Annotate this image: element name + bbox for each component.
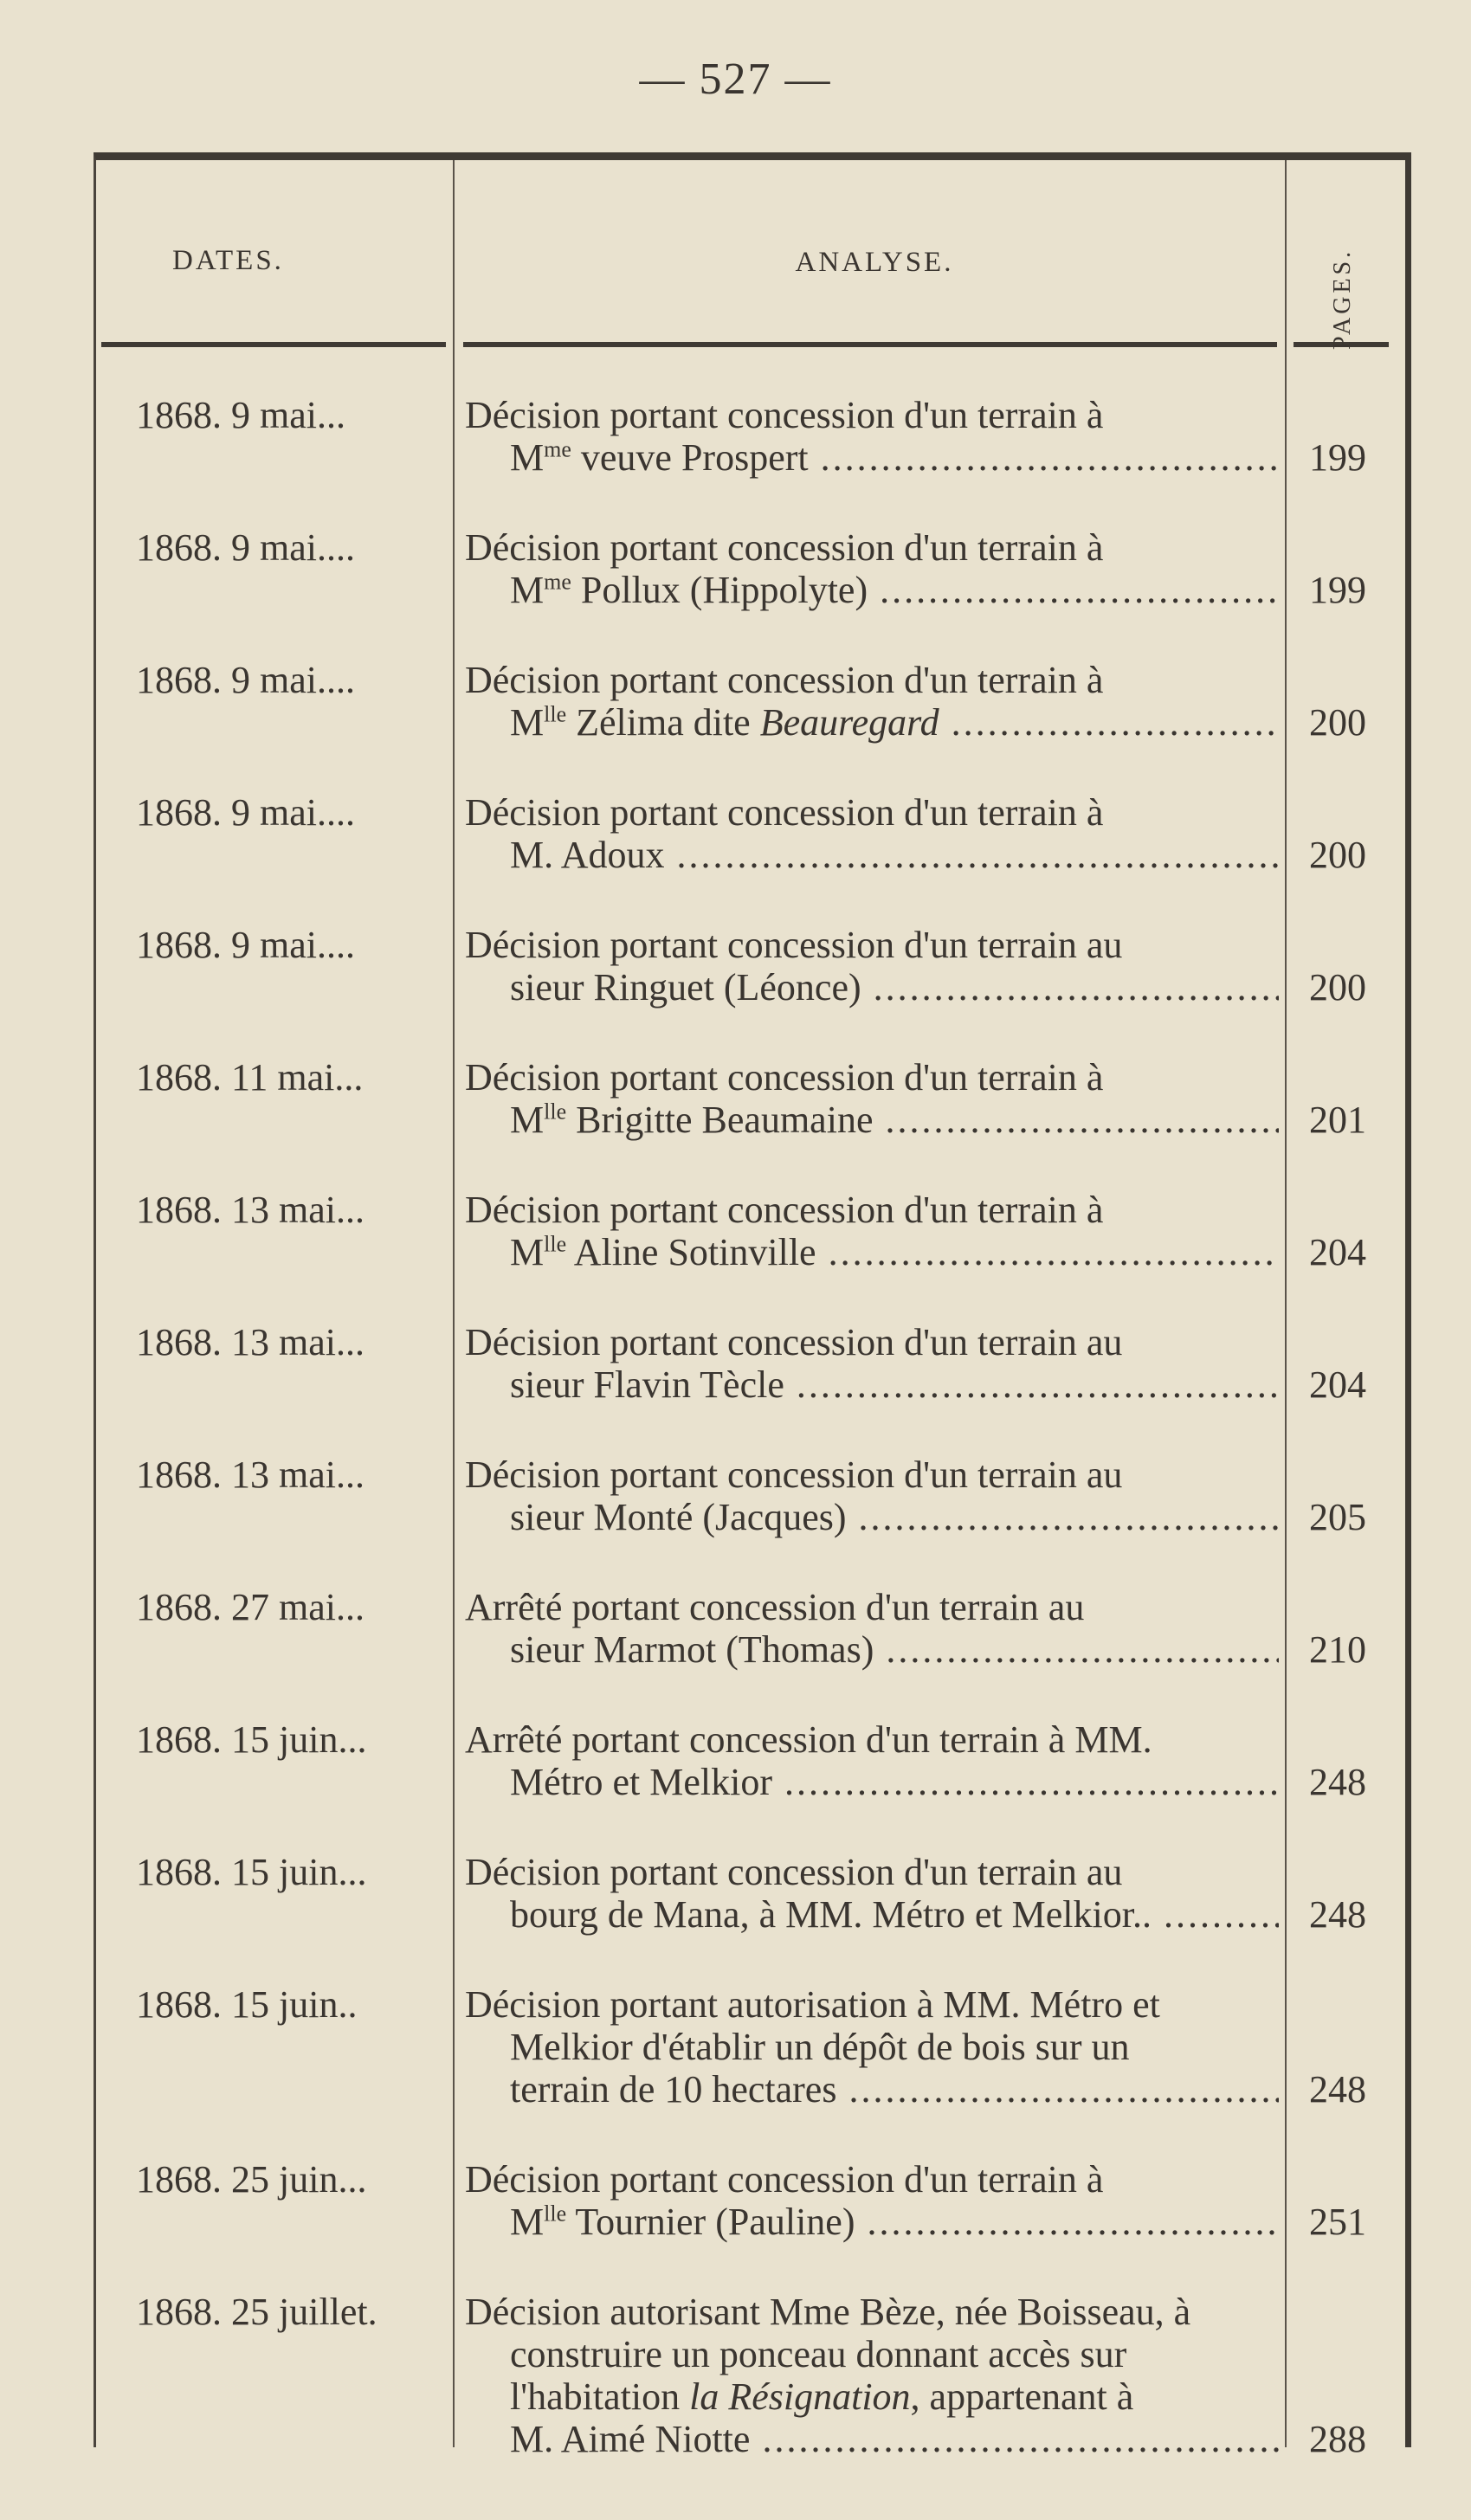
entry-analysis-line: Décision portant concession d'un terrain à [465,791,1104,834]
entry-analysis-line: Décision portant concession d'un terrain à [465,526,1104,569]
header-rule [463,342,1277,347]
entry-analysis-line: $M^{lle}$ Zélima dite Beauregard ..... [465,701,1279,744]
entry-page-ref: 248 [1309,1761,1366,1803]
entry-analysis-line: sieur Marmot (Thomas) ..... [465,1628,1279,1671]
entry-analysis [465,1586,1279,1671]
entry-analysis-line: Décision portant autorisation à MM. Métro et [465,1983,1160,2026]
entry-date: 1868. 13 mai... [136,1321,365,1363]
entry-analysis-line: Décision portant concession d'un terrain à [465,659,1104,701]
entry-page-ref: 204 [1309,1231,1366,1273]
entry-date: 1868. 13 mai... [136,1453,365,1496]
entry-analysis [465,1056,1279,1141]
entry-analysis [465,1983,1279,2111]
entry-analysis-line: M. Adoux ..... [465,834,1279,876]
entry-analysis-line: $M^{me}$ veuve Prospert ..... [465,436,1279,479]
entry-date: 1868. 9 mai... [136,394,345,436]
page-number: — 527 — [639,55,832,104]
entry-analysis-line: sieur Ringuet (Léonce) ..... [465,966,1279,1009]
entry-date: 1868. 9 mai.... [136,526,355,569]
entry-analysis-line: $M^{lle}$ Tournier (Pauline) ..... [465,2201,1279,2243]
entry-analysis [465,526,1279,611]
entry-analysis [465,1453,1279,1538]
entry-date: 1868. 15 juin.. [136,1983,358,2026]
entry-page-ref: 200 [1309,966,1366,1009]
entry-analysis-line: construire un ponceau donnant accès sur [510,2333,1127,2375]
entry-analysis-line: Arrêté portant concession d'un terrain à MM. [465,1718,1152,1761]
entry-analysis-line: Décision portant concession d'un terrain au [465,1453,1123,1496]
entry-date: 1868. 27 mai... [136,1586,365,1628]
entry-analysis [465,1189,1279,1273]
entry-analysis-line: $M^{lle}$ Aline Sotinville ..... [465,1231,1279,1273]
entry-page-ref: 201 [1309,1099,1366,1141]
entry-date: 1868. 13 mai... [136,1189,365,1231]
entry-analysis [465,1321,1279,1406]
entry-date: 1868. 15 juin... [136,1718,367,1761]
entry-analysis-line: Métro et Melkior ..... [465,1761,1279,1803]
entry-analysis-line: Décision portant concession d'un terrain au [465,1851,1123,1893]
entry-date: 1868. 11 mai... [136,1056,364,1099]
column-divider [1285,160,1287,2447]
entry-analysis-line: Décision portant concession d'un terrain au [465,924,1123,966]
dates-column-header: DATES. [172,245,284,276]
entry-analysis-line: Décision portant concession d'un terrain à [465,1189,1104,1231]
header-rule [101,342,446,347]
entry-analysis [465,924,1279,1009]
entry-analysis [465,2158,1279,2243]
entry-page-ref: 199 [1309,569,1366,611]
entry-analysis-line: bourg de Mana, à MM. Métro et Melkior.. ..... [465,1893,1279,1936]
entry-page-ref: 210 [1309,1628,1366,1671]
entry-date: 1868. 9 mai.... [136,659,355,701]
analyse-column-header: ANALYSE. [795,247,954,278]
entry-date: 1868. 9 mai.... [136,791,355,834]
entry-analysis-line: Melkior d'établir un dépôt de bois sur un [510,2026,1130,2068]
entry-analysis-line: Décision portant concession d'un terrain à [465,394,1104,436]
entry-page-ref: 200 [1309,834,1366,876]
entry-page-ref: 204 [1309,1363,1366,1406]
entry-analysis-line: Arrêté portant concession d'un terrain au [465,1586,1085,1628]
entry-analysis-line: terrain de 10 hectares ..... [465,2068,1279,2111]
entry-analysis-line: Décision autorisant Mme Bèze, née Boisseau, à [465,2291,1191,2333]
entry-page-ref: 248 [1309,2068,1366,2111]
index-table [94,152,1411,2460]
entry-analysis [465,2291,1279,2460]
entry-page-ref: 248 [1309,1893,1366,1936]
entry-analysis-line: Décision portant concession d'un terrain à [465,1056,1104,1099]
entry-analysis-line: l'habitation la Résignation, appartenant à [510,2375,1134,2418]
entry-analysis-line: Décision portant concession d'un terrain au [465,1321,1123,1363]
entry-analysis [465,394,1279,479]
entry-analysis [465,1851,1279,1936]
entry-page-ref: 200 [1309,701,1366,744]
column-divider [453,160,455,2447]
entry-analysis-line: sieur Monté (Jacques) ..... [465,1496,1279,1538]
entry-date: 1868. 25 juin... [136,2158,367,2201]
entry-date: 1868. 25 juillet. [136,2291,377,2333]
entry-date: 1868. 15 juin... [136,1851,367,1893]
entry-analysis-line: sieur Flavin Tècle ..... [465,1363,1279,1406]
entry-page-ref: 288 [1309,2418,1366,2460]
entry-analysis-line: $M^{lle}$ Brigitte Beaumaine ..... [465,1099,1279,1141]
pages-column-header: PAGES. [1329,248,1356,350]
entry-analysis-line: M. Aimé Niotte ..... [465,2418,1279,2460]
entry-page-ref: 251 [1309,2201,1366,2243]
entry-analysis-line: Décision portant concession d'un terrain à [465,2158,1104,2201]
entry-analysis [465,791,1279,876]
entry-page-ref: 199 [1309,436,1366,479]
entry-page-ref: 205 [1309,1496,1366,1538]
entry-date: 1868. 9 mai.... [136,924,355,966]
entry-analysis-line: $M^{me}$ Pollux (Hippolyte) ..... [465,569,1279,611]
entry-analysis [465,1718,1279,1803]
entry-analysis [465,659,1279,744]
